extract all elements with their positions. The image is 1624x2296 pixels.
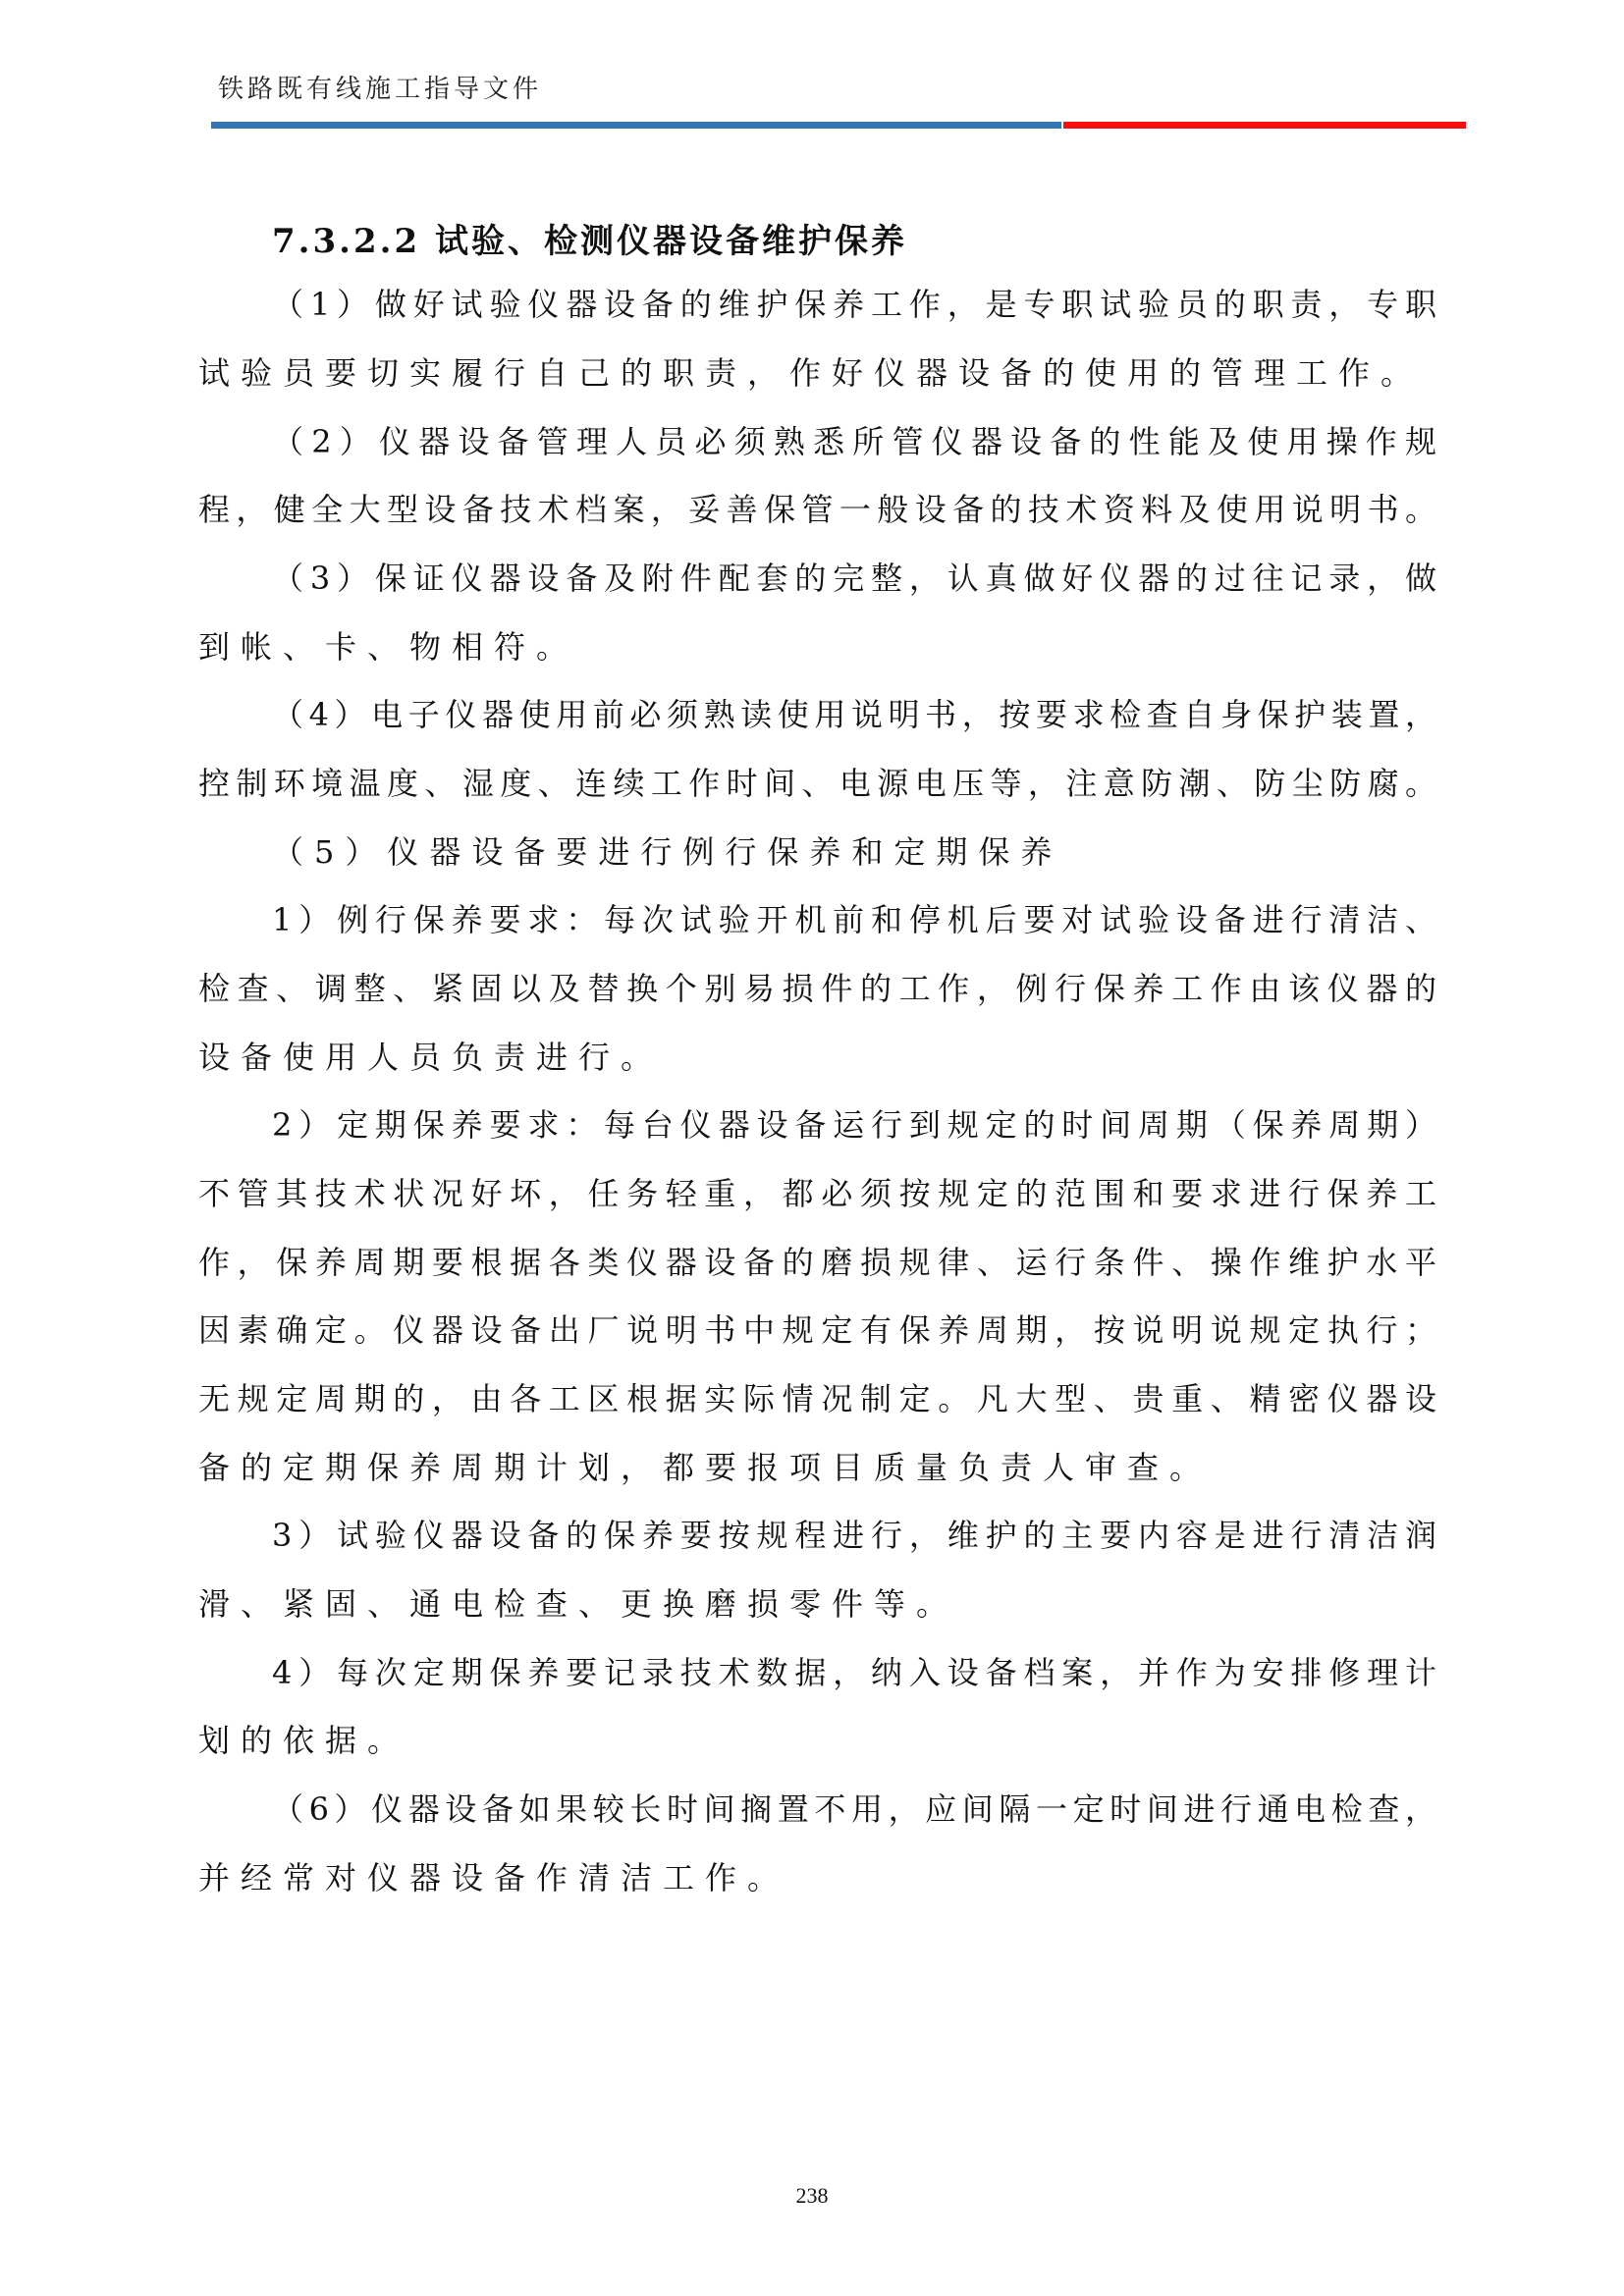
section-heading: 7.3.2.2 试验、检测仪器设备维护保养	[272, 222, 907, 261]
text-line: 4）每次定期保养要记录技术数据，纳入设备档案，并作为安排修理计	[272, 1654, 1436, 1691]
text-line: 2）定期保养要求：每台仪器设备运行到规定的时间周期（保养周期）	[272, 1106, 1436, 1144]
header-rule-blue	[211, 122, 1061, 129]
text-line: 滑、紧固、通电检查、更换磨损零件等。	[198, 1585, 959, 1623]
text-line: 划的依据。	[198, 1722, 410, 1759]
text-line: 因素确定。仪器设备出厂说明书中规定有保养周期，按说明说规定执行；	[198, 1311, 1436, 1349]
text-line: 并经常对仪器设备作清洁工作。	[198, 1859, 790, 1896]
text-line: 3）试验仪器设备的保养要按规程进行，维护的主要内容是进行清洁润	[272, 1517, 1436, 1554]
running-header: 铁路既有线施工指导文件	[218, 75, 543, 104]
text-line: （4）电子仪器使用前必须熟读使用说明书，按要求检查自身保护装置，	[272, 696, 1436, 733]
text-line: 设备使用人员负责进行。	[198, 1039, 664, 1076]
text-line: （5）仪器设备要进行例行保养和定期保养	[272, 833, 1063, 871]
text-line: 程，健全大型设备技术档案，妥善保管一般设备的技术资料及使用说明书。	[198, 491, 1436, 528]
text-line: （3）保证仪器设备及附件配套的完整，认真做好仪器的过往记录，做	[272, 560, 1436, 597]
text-line: 试验员要切实履行自己的职责，作好仪器设备的使用的管理工作。	[198, 354, 1424, 392]
text-line: 无规定周期的，由各工区根据实际情况制定。凡大型、贵重、精密仪器设	[198, 1380, 1436, 1417]
page-number: 238	[795, 2183, 829, 2208]
text-line: 1）例行保养要求：每次试验开机前和停机后要对试验设备进行清洁、	[272, 901, 1436, 938]
text-line: 到帐、卡、物相符。	[198, 628, 579, 666]
text-line: （1）做好试验仪器设备的维护保养工作，是专职试验员的职责，专职	[272, 286, 1436, 323]
text-line: 备的定期保养周期计划，都要报项目质量负责人审查。	[198, 1449, 1213, 1486]
text-line: 控制环境温度、湿度、连续工作时间、电源电压等，注意防潮、防尘防腐。	[198, 765, 1436, 802]
text-line: 不管其技术状况好坏，任务轻重，都必须按规定的范围和要求进行保养工	[198, 1175, 1436, 1212]
text-line: （6）仪器设备如果较长时间搁置不用，应间隔一定时间进行通电检查，	[272, 1790, 1436, 1828]
text-line: 检查、调整、紧固以及替换个别易损件的工作，例行保养工作由该仪器的	[198, 970, 1436, 1007]
header-rule-red	[1063, 122, 1466, 129]
text-line: （2）仪器设备管理人员必须熟悉所管仪器设备的性能及使用操作规	[272, 423, 1436, 460]
text-line: 作，保养周期要根据各类仪器设备的磨损规律、运行条件、操作维护水平	[198, 1244, 1436, 1281]
